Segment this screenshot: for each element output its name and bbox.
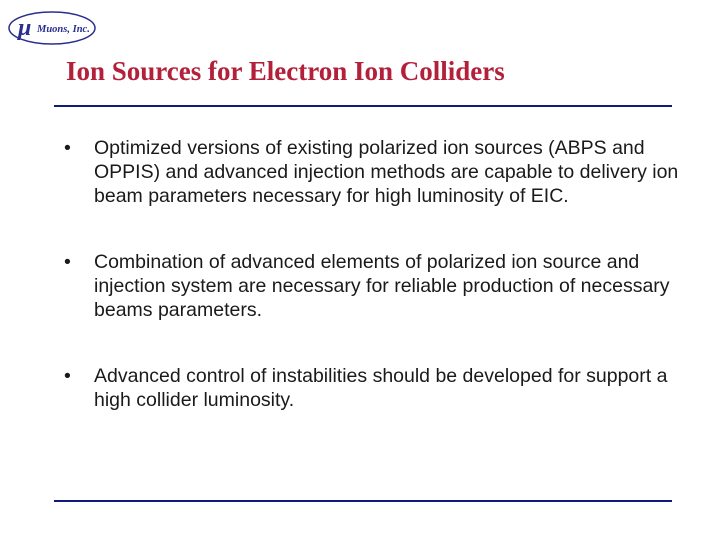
bullet-marker: • xyxy=(64,137,71,159)
bullet-list xyxy=(64,136,684,412)
footer-divider xyxy=(54,500,672,502)
bullet-marker: • xyxy=(64,251,71,273)
bullet-text: Combination of advanced elements of polarized ion source and injection system are necessary for reliable production of necessary beams parameters. xyxy=(94,251,670,321)
logo-text: Muons, Inc. xyxy=(37,24,90,35)
company-logo xyxy=(6,8,98,48)
slide-title: Ion Sources for Electron Ion Colliders xyxy=(66,56,505,86)
bullet-text: Advanced control of instabilities should be developed for support a high collider luminosity. xyxy=(94,365,668,411)
bullet-item xyxy=(64,250,684,322)
bullet-item xyxy=(64,364,684,412)
bullet-text: Optimized versions of existing polarized ion sources (ABPS and OPPIS) and advanced injection methods are capable to delivery ion beam parameters necessary for high luminosity of EIC. xyxy=(94,137,679,207)
svg-text:μ: μ xyxy=(18,15,32,41)
title-divider xyxy=(54,105,672,107)
bullet-marker: • xyxy=(64,365,71,387)
bullet-item xyxy=(64,136,684,208)
